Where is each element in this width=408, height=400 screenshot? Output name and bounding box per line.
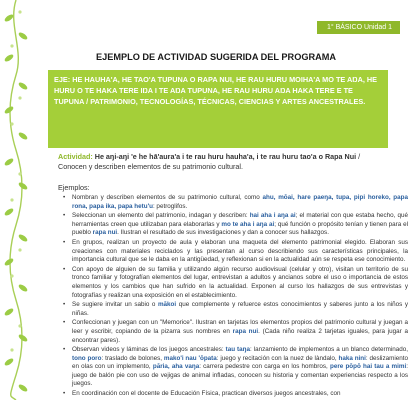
decorative-vine-border	[0, 0, 32, 400]
list-item-text: : deslizamiento en olas con un implemento,	[72, 354, 408, 371]
activity-rapanui-text: He aŋi-aŋi 'e he hā'aura'a i te rau huru hauha'a, i te rau huru tao'a o Rapa Nui	[92, 152, 357, 161]
list-item-text: Observan videos y láminas de los juegos ancestrales:	[72, 346, 226, 354]
highlighted-term: tau taŋa	[225, 346, 250, 354]
list-item-text: Con apoyo de alguien de su familia y utilizando algún recurso audiovisual (celular y otro), visitan un territorio de su tronco familiar y fotografían elementos del lugar, entrevistan a adultos y ancianos sobre el uso o importancia de estos elementos y los cambios que han sufrido en la actualidad. Exponen al curso los hallazgos de sus entrevistas y fotografías y realizan una exposición en el establecimiento.	[72, 265, 408, 299]
axis-banner: EJE: HE HAUHA'A, HE TAO'A TUPUNA O RAPA NUI, HE RAU HURU MOIHA'A MO TE AŊA, HE HURU O TE HAKA TERE IŊA I TE AŊA TUPUNA, HE RAU HURU AŊA HAKA TERE E TE TUPUNA / PATRIMONIO, TECNOLOGÍAS, TÉCNICAS, CIENCIAS Y ARTES ANCESTRALES.	[48, 70, 388, 148]
list-item-text: En grupos, realizan un proyecto de aula y elaboran una maqueta del elemento patrimonial elegido. Elaboran sus creaciones con materiales reciclados y las presentan al curso describiendo sus características principales, la importancia cultural que se le daba en la antigüedad, y reflexionan si en la actualidad aún se respeta ese conocimiento.	[72, 238, 408, 264]
list-item-text: : juego y recitación con la nuez de làndalo,	[216, 354, 339, 362]
list-item	[72, 390, 408, 399]
list-item-text: : petroglifos.	[152, 202, 188, 210]
list-item-text: que complemente y refuerce estos conocimientos y saberes junto a los niños y niñas.	[72, 301, 408, 317]
list-item-text: ; el material con que estaba hecho, qué herramientas creen que utilizaban para elaborarlas y	[72, 212, 408, 228]
activity-description	[58, 152, 390, 172]
list-item	[72, 266, 408, 300]
list-item-text: . (Cada niño realiza 2 tarjetas iguales, para jugar a encontrar pares).	[72, 327, 408, 344]
list-item-text: : traslado de bolones,	[101, 354, 164, 362]
highlighted-term: ahu, mōai, hare paeŋa, tupa, pipi horeko, papa rona, papa ika, papa hetu'u	[72, 194, 408, 210]
list-item-text: : lanzamiento de implementos a un blanco determinado,	[250, 346, 408, 354]
list-item	[72, 194, 408, 211]
list-item	[72, 346, 408, 389]
highlighted-term: mo te aha i aŋa ai	[221, 220, 275, 228]
list-item-text: : carrera pedestre con carga en los hombros,	[199, 363, 330, 371]
highlighted-term: tono poro	[72, 354, 102, 362]
list-item-text: En coordinación con el docente de Educación Física, practican diversos juegos ancestrales, con	[72, 390, 341, 398]
page-title: EJEMPLO DE ACTIVIDAD SUGERIDA DEL PROGRAMA	[95, 52, 337, 62]
list-item-text: Confeccionan y juegan con un "Memorice". Ilustran en tarjetas los elementos propios del patrimonio cultural y juegan a leer y escribir, copiando de la pizarra sus nombres en	[72, 319, 408, 335]
list-item-text: Se sugiere invitar un sabio o	[72, 301, 158, 309]
list-item	[72, 212, 408, 238]
list-item	[72, 239, 408, 265]
list-item-text: . Ilustran el resultado de sus investigaciones y dan a conocer sus hallazgos.	[117, 229, 329, 237]
grade-unit-badge: 1° BÁSICO Unidad 1	[317, 21, 400, 34]
highlighted-term: rapa nui	[92, 229, 118, 237]
examples-heading: Ejemplos:	[58, 183, 90, 192]
activity-spanish-text: / Conocen y describen elementos de su patrimonio cultural.	[58, 152, 361, 171]
activity-label: Actividad:	[58, 152, 93, 161]
highlighted-term: hai aha i aŋa ai	[249, 212, 296, 220]
highlighted-term: haka nini	[338, 354, 366, 362]
list-item	[72, 319, 408, 345]
list-item	[72, 301, 408, 318]
list-item-text: : juego de balón pie con uso de vejigas de animal infladas, conocen su historia y comentan experiencias respecto a los juegos.	[72, 363, 408, 388]
examples-list	[58, 194, 408, 400]
highlighted-term: mākoi	[157, 301, 177, 309]
highlighted-term: mako'i nau 'ōpata	[163, 354, 217, 362]
highlighted-term: pāria, aha vaŋa	[152, 363, 200, 371]
highlighted-term: rapa nui	[232, 327, 259, 335]
list-item-text: Nombran y describen elementos de su patrimonio cultural, como	[72, 194, 263, 201]
list-item-text: Seleccionan un elemento del patrimonio, indagan y describen:	[72, 212, 250, 220]
list-item-text: ; qué función o propósito tenían y tienen para el pueblo	[72, 220, 408, 237]
highlighted-term: pere pōpō hai tau a mimi	[329, 363, 407, 371]
